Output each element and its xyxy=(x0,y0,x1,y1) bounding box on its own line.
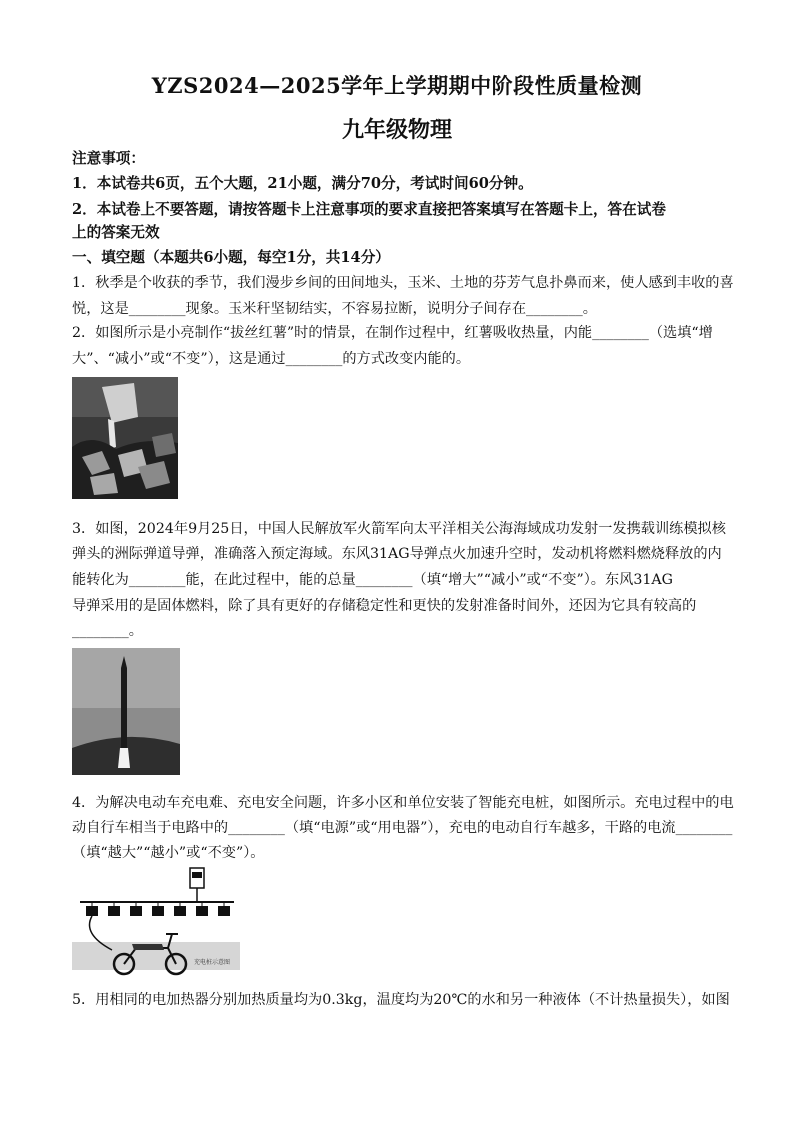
q4-line-2: 动自行车相当于电路中的________（填“电源”或“用电器”），充电的电动自行车越多，干路的电流________ xyxy=(72,820,733,836)
charging-station-diagram xyxy=(72,864,240,982)
q4-line-3: （填“越大”“越小”或“不变”）。 xyxy=(72,845,265,861)
q4-line-1: 4．为解决电动车充电难、充电安全问题，许多小区和单位安装了智能充电桩，如图所示。充电过程中的电 xyxy=(72,795,734,811)
notice-item-1: 1．本试卷共6页，五个大题，21小题，满分70分，考试时间60分钟。 xyxy=(72,175,533,192)
exam-subtitle: 九年级物理 xyxy=(341,117,452,143)
notice-item-2-line-1: 2．本试卷上不要答题，请按答题卡上注意事项的要求直接把答案填写在答题卡上，答在试卷 xyxy=(72,201,666,218)
q3-line-1: 3．如图，2024年9月25日，中国人民解放军火箭军向太平洋相关公海海域成功发射一发携载训练模拟核 xyxy=(72,521,726,537)
notice-item-2-line-2: 上的答案无效 xyxy=(72,224,160,241)
section-heading: 一、填空题（本题共6小题，每空1分，共14分） xyxy=(72,249,390,266)
q5-line-1: 5．用相同的电加热器分别加热质量均为0.3kg，温度均为20℃的水和另一种液体（不计热量损失），如图 xyxy=(72,992,730,1008)
sweet-potato-photo xyxy=(72,377,178,499)
notice-heading: 注意事项： xyxy=(72,150,145,167)
q2-line-1: 2．如图所示是小亮制作“拔丝红薯”时的情景，在制作过程中，红薯吸收热量，内能________（选填“增 xyxy=(72,325,713,341)
missile-launch-photo xyxy=(72,648,180,775)
q3-line-2: 弹头的洲际弹道导弹，准确落入预定海域。东风31AG导弹点火加速升空时，发动机将燃料燃烧释放的内 xyxy=(72,546,722,562)
q3-line-3: 能转化为________能，在此过程中，能的总量________（填“增大”“减小”或“不变”）。东风31AG xyxy=(72,572,673,588)
q3-line-4: 导弹采用的是固体燃料，除了具有更好的存储稳定性和更快的发射准备时间外，还因为它具有较高的 xyxy=(72,598,697,614)
q2-line-2: 大”、“减小”或“不变”），这是通过________的方式改变内能的。 xyxy=(72,351,471,367)
q1-line-2: 悦，这是________现象。玉米秆坚韧结实，不容易拉断，说明分子间存在________。 xyxy=(72,301,597,317)
q3-line-5: ________。 xyxy=(72,623,143,639)
q1-line-1: 1．秋季是个收获的季节，我们漫步乡间的田间地头，玉米、土地的芬芳气息扑鼻而来，使人感到丰收的喜 xyxy=(72,275,734,291)
charging-diagram-caption: 充电桩示意图 xyxy=(194,959,231,966)
exam-title: YZS2024—2025学年上学期期中阶段性质量检测 xyxy=(151,73,643,98)
